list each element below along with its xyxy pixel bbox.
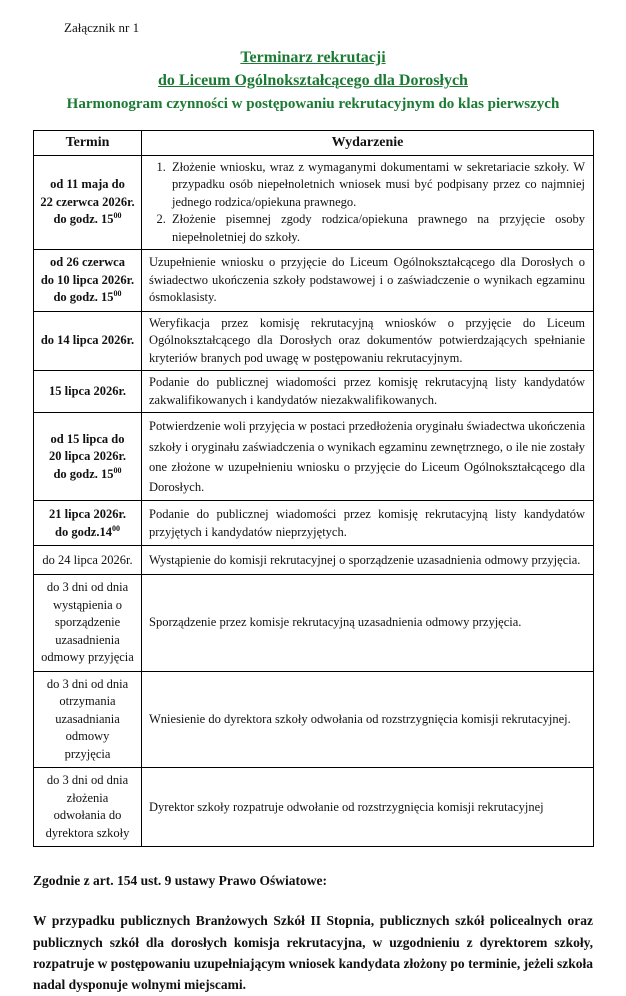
table-row xyxy=(34,768,594,847)
event-cell: Podanie do publicznej wiadomości przez komisję rekrutacyjną listy kandydatów przyjętych i kandydatów nieprzyjętych. xyxy=(142,501,594,546)
time-superscript: 00 xyxy=(113,211,122,221)
time-superscript: 00 xyxy=(111,523,120,533)
event-cell: Weryfikacja przez komisję rekrutacyjną wniosków o przyjęcie do Liceum Ogólnokształcącego dla Dorosłych oraz dokumentów potwierdzających spełnianie kryteriów branych pod uwagę w postępowaniu rekrutacyjnym. xyxy=(142,311,594,371)
title-block xyxy=(0,46,626,115)
table-row xyxy=(34,546,594,575)
term-cell xyxy=(34,575,142,672)
term-line: do 10 lipca 2026r. xyxy=(40,272,135,287)
table-row xyxy=(34,671,594,768)
term-line: 22 czerwca 2026r. xyxy=(40,194,135,209)
term-cell xyxy=(34,671,142,768)
table-row xyxy=(34,311,594,371)
term-line: do godz. $15^{00}$ xyxy=(53,211,122,227)
term-line: do 3 dni od dnia xyxy=(46,580,129,595)
table-row xyxy=(34,250,594,312)
term-line: do godz. $15^{00}$ xyxy=(53,465,122,481)
table-row xyxy=(34,575,594,672)
table-body xyxy=(34,155,594,847)
term-line: od 11 maja do xyxy=(50,177,125,192)
term-line: do godz. $15^{00}$ xyxy=(53,289,122,305)
term-cell xyxy=(34,501,142,546)
table-row xyxy=(34,155,594,250)
term-line: otrzymania xyxy=(59,694,116,709)
term-line: uzasadnienia xyxy=(55,632,120,647)
event-numbered-list xyxy=(149,159,585,247)
term-line: 15 lipca 2026r. xyxy=(49,384,126,399)
term-cell xyxy=(34,371,142,413)
event-cell: Wniesienie do dyrektora szkoły odwołania od rozstrzygnięcia komisji rekrutacyjnej. xyxy=(142,671,594,768)
table-row xyxy=(34,371,594,413)
term-line: od 26 czerwca xyxy=(50,255,125,270)
term-line: wystąpienia o xyxy=(52,597,123,612)
term-line: złożenia xyxy=(66,790,109,805)
term-line: do 14 lipca 2026r. xyxy=(40,333,135,348)
term-line: 20 lipca 2026r. xyxy=(49,449,126,464)
term-cell xyxy=(34,311,142,371)
term-line: odwołania do xyxy=(53,808,122,823)
attachment-label: Załącznik nr 1 xyxy=(64,20,140,35)
term-line: przyjęcia xyxy=(64,746,111,761)
event-list-item: 2. Złożenie pisemnej zgody rodzica/opiekuna prawnego na przyjęcie osoby niepełnoletniej do szkoły. xyxy=(169,211,585,246)
table-row xyxy=(34,501,594,546)
legal-heading: Zgodnie z art. 154 ust. 9 ustawy Prawo Oświatowe: xyxy=(33,873,327,889)
term-line: do $godz.14^{00}$ xyxy=(55,523,120,539)
event-cell: Dyrektor szkoły rozpatruje odwołanie od rozstrzygnięcia komisji rekrutacyjnej xyxy=(142,768,594,847)
event-cell: Sporządzenie przez komisje rekrutacyjną uzasadnienia odmowy przyjęcia. xyxy=(142,575,594,672)
event-list-item: 1. Złożenie wniosku, wraz z wymaganymi dokumentami w sekretariacie szkoły. W przypadku osób niepełnoletnich wniosek musi być podpisany przez co najmniej jednego rodzica/opiekuna prawnego. xyxy=(169,159,585,212)
time-superscript: 00 xyxy=(113,465,122,475)
column-header-wydarzenie: Wydarzenie xyxy=(142,130,594,155)
term-cell xyxy=(34,155,142,250)
event-cell: Podanie do publicznej wiadomości przez komisję rekrutacyjną listy kandydatów zakwalifikowanych i kandydatów niezakwalifikowanych. xyxy=(142,371,594,413)
legal-note xyxy=(33,873,593,995)
document-subtitle: Harmonogram czynności w postępowaniu rekrutacyjnym do klas pierwszych xyxy=(66,95,560,112)
document-title-line1: Terminarz rekrutacji xyxy=(240,48,386,66)
term-cell xyxy=(34,413,142,501)
event-cell xyxy=(142,155,594,250)
event-cell: Uzupełnienie wniosku o przyjęcie do Liceum Ogólnokształcącego dla Dorosłych o świadectwo ukończenia szkoły podstawowej i o zaświadczenie o wynikach egzaminu ósmoklasisty. xyxy=(142,250,594,312)
table-row xyxy=(34,413,594,501)
recruitment-schedule-table xyxy=(33,130,594,848)
term-line: 21 lipca 2026r. xyxy=(49,507,126,522)
table-header-row xyxy=(34,130,594,155)
term-line: do 24 lipca 2026r. xyxy=(42,552,133,567)
term-line: od 15 lipca do xyxy=(50,431,125,446)
event-cell: Wystąpienie do komisji rekrutacyjnej o sporządzenie uzasadnienia odmowy przyjęcia. xyxy=(142,546,594,575)
time-superscript: 00 xyxy=(113,289,122,299)
term-cell xyxy=(34,250,142,312)
term-cell xyxy=(34,546,142,575)
event-cell: Potwierdzenie woli przyjęcia w postaci przedłożenia oryginału świadectwa ukończenia szkoły i oryginału zaświadczenia o wynikach egzaminu zewnętrznego, o ile nie zostały one złożone w uzupełnieniu wniosku o przyjęcie do Liceum Ogólnokształcącego dla Dorosłych. xyxy=(142,413,594,501)
term-line: dyrektora szkoły xyxy=(45,825,130,840)
document-title-line2: do Liceum Ogólnokształcącego dla Dorosłych xyxy=(158,71,468,89)
term-line: do 3 dni od dnia xyxy=(46,676,129,691)
term-line: uzasadniania odmowy xyxy=(55,711,120,744)
term-line: odmowy przyjęcia xyxy=(41,650,134,665)
column-header-termin: Termin xyxy=(34,130,142,155)
legal-paragraph: W przypadku publicznych Branżowych Szkół II Stopnia, publicznych szkół policealnych oraz publicznych szkół dla dorosłych komisja rekrutacyjna, w uzgodnieniu z dyrektorem szkoły, rozpatruje w postępowaniu uzupełniającym wniosek kandydata złożony po terminie, jeżeli szkoła nadal dysponuje wolnymi miejscami. xyxy=(33,913,593,993)
term-cell xyxy=(34,768,142,847)
term-line: sporządzenie xyxy=(54,615,121,630)
term-line: do 3 dni od dnia xyxy=(46,773,129,788)
